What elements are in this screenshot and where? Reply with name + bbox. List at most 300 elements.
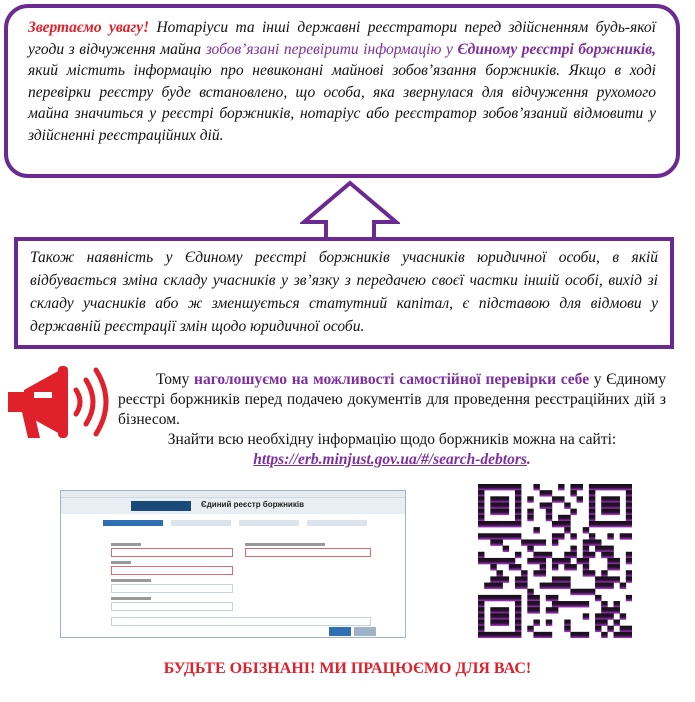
qr-module xyxy=(595,576,601,582)
qr-module xyxy=(515,552,521,558)
qr-module xyxy=(595,521,601,527)
qr-module xyxy=(552,558,558,564)
qr-module xyxy=(546,502,552,508)
qr-module xyxy=(607,613,613,619)
qr-module xyxy=(552,576,558,582)
qr-module xyxy=(515,502,521,508)
qr-module xyxy=(515,576,521,582)
qr-module xyxy=(620,626,626,632)
qr-module xyxy=(490,583,496,589)
qr-module xyxy=(478,490,484,496)
qr-module xyxy=(546,552,552,558)
qr-module xyxy=(515,490,521,496)
qr-module xyxy=(564,626,570,632)
qr-module xyxy=(577,589,583,595)
qr-module xyxy=(527,558,533,564)
qr-module xyxy=(490,595,496,601)
qr-module xyxy=(601,613,607,619)
notice-registry-name: Єдиному реєстрі боржників, xyxy=(457,40,657,58)
qr-module xyxy=(577,601,583,607)
qr-module xyxy=(626,533,632,539)
qr-module xyxy=(490,632,496,638)
qr-module xyxy=(552,521,558,527)
qr-module xyxy=(533,595,539,601)
qr-module xyxy=(614,484,620,490)
qr-module xyxy=(570,546,576,552)
qr-module xyxy=(546,509,552,515)
qr-module xyxy=(614,509,620,515)
qr-module xyxy=(546,490,552,496)
qr-module xyxy=(490,558,496,564)
qr-module xyxy=(490,533,496,539)
form-label xyxy=(111,597,151,600)
qr-module xyxy=(503,576,509,582)
qr-module xyxy=(533,558,539,564)
qr-module xyxy=(570,601,576,607)
qr-module xyxy=(509,564,515,570)
qr-module xyxy=(546,632,552,638)
qr-module xyxy=(601,484,607,490)
qr-module xyxy=(533,620,539,626)
qr-module xyxy=(496,620,502,626)
qr-module xyxy=(589,509,595,515)
qr-module xyxy=(552,595,558,601)
form-field xyxy=(111,548,233,557)
qr-module xyxy=(558,576,564,582)
qr-module xyxy=(484,558,490,564)
qr-module xyxy=(527,589,533,595)
qr-module xyxy=(546,607,552,613)
qr-module xyxy=(540,539,546,545)
qr-module xyxy=(533,632,539,638)
qr-module xyxy=(546,583,552,589)
qr-module xyxy=(490,576,496,582)
qr-module xyxy=(515,564,521,570)
qr-module xyxy=(595,546,601,552)
qr-module xyxy=(509,533,515,539)
form-field xyxy=(245,548,371,557)
qr-module xyxy=(515,626,521,632)
registry-site-screenshot xyxy=(60,490,406,638)
qr-module xyxy=(490,496,496,502)
qr-module xyxy=(607,607,613,613)
qr-module xyxy=(589,533,595,539)
qr-module xyxy=(496,583,502,589)
qr-module xyxy=(626,521,632,527)
qr-module xyxy=(570,490,576,496)
qr-module xyxy=(540,558,546,564)
qr-module xyxy=(503,509,509,515)
qr-module xyxy=(478,607,484,613)
qr-module xyxy=(607,558,613,564)
qr-module xyxy=(607,564,613,570)
qr-module xyxy=(626,484,632,490)
qr-module xyxy=(626,576,632,582)
qr-module xyxy=(496,570,502,576)
qr-module xyxy=(496,576,502,582)
qr-module xyxy=(503,546,509,552)
qr-module xyxy=(626,515,632,521)
qr-module xyxy=(601,576,607,582)
qr-module xyxy=(601,521,607,527)
qr-module xyxy=(527,595,533,601)
qr-module xyxy=(583,539,589,545)
qr-module xyxy=(558,533,564,539)
site-tabs xyxy=(103,520,405,526)
qr-module xyxy=(601,509,607,515)
info-text-a: Тому xyxy=(156,371,195,388)
qr-module xyxy=(558,515,564,521)
qr-module xyxy=(527,626,533,632)
qr-module xyxy=(564,558,570,564)
qr-module xyxy=(570,564,576,570)
qr-module xyxy=(558,558,564,564)
qr-module xyxy=(478,496,484,502)
qr-module xyxy=(558,583,564,589)
qr-module xyxy=(527,539,533,545)
qr-module xyxy=(490,502,496,508)
qr-module xyxy=(515,496,521,502)
qr-module xyxy=(521,539,527,545)
qr-module xyxy=(607,509,613,515)
qr-module xyxy=(564,521,570,527)
qr-module xyxy=(484,533,490,539)
qr-module xyxy=(558,484,564,490)
qr-module xyxy=(521,576,527,582)
site-tab xyxy=(307,520,367,526)
qr-module xyxy=(540,570,546,576)
qr-module xyxy=(595,484,601,490)
qr-module xyxy=(564,620,570,626)
qr-module xyxy=(503,620,509,626)
qr-module xyxy=(515,595,521,601)
qr-module xyxy=(614,496,620,502)
qr-module xyxy=(533,570,539,576)
qr-module xyxy=(496,533,502,539)
qr-module xyxy=(595,539,601,545)
qr-module xyxy=(509,484,515,490)
qr-module xyxy=(614,576,620,582)
qr-module xyxy=(589,552,595,558)
qr-code xyxy=(478,484,632,638)
qr-module xyxy=(614,558,620,564)
qr-module xyxy=(564,601,570,607)
qr-module xyxy=(533,607,539,613)
qr-module xyxy=(626,632,632,638)
qr-module xyxy=(533,601,539,607)
qr-module xyxy=(515,601,521,607)
qr-module xyxy=(626,509,632,515)
qr-module xyxy=(607,484,613,490)
qr-module xyxy=(626,626,632,632)
qr-module xyxy=(614,620,620,626)
qr-module xyxy=(614,502,620,508)
form-field xyxy=(111,566,233,575)
search-button xyxy=(329,627,351,636)
qr-module xyxy=(626,595,632,601)
qr-module xyxy=(540,632,546,638)
qr-module xyxy=(614,521,620,527)
legal-entity-text: Також наявність у Єдиному реєстрі боржників учасників юридичної особи, в якій відбувається зміна складу учасників у зв’язку з передачею своєї частки іншій особі, вихід зі складу учасників або ж зменшується статутний капітал, є підставою для відмови у державній реєстрації змін щодо юридичної особи. xyxy=(30,249,658,335)
form-field xyxy=(111,584,233,593)
qr-module xyxy=(478,595,484,601)
qr-module xyxy=(527,546,533,552)
qr-module xyxy=(540,502,546,508)
qr-module xyxy=(607,626,613,632)
qr-module xyxy=(515,583,521,589)
notice-text-1: Нотаріуси та інші державні реєстратори перед здійсненням будь-якої угоди з відчуження майна xyxy=(28,19,656,58)
qr-module xyxy=(515,484,521,490)
qr-module xyxy=(509,521,515,527)
qr-module xyxy=(478,601,484,607)
info-site-paragraph xyxy=(118,430,666,470)
qr-module xyxy=(601,546,607,552)
notice-text-2: зобов’язані перевірити інформацію у xyxy=(205,40,458,58)
qr-module xyxy=(478,509,484,515)
qr-module xyxy=(509,632,515,638)
qr-module xyxy=(583,546,589,552)
site-tab xyxy=(239,520,299,526)
qr-module xyxy=(478,502,484,508)
qr-module xyxy=(601,632,607,638)
qr-module xyxy=(589,490,595,496)
qr-module xyxy=(577,496,583,502)
ministry-logo xyxy=(131,501,191,511)
site-tab xyxy=(171,520,231,526)
link-period: . xyxy=(526,451,531,468)
qr-module xyxy=(540,583,546,589)
qr-module xyxy=(533,552,539,558)
qr-module xyxy=(496,539,502,545)
up-arrow-icon xyxy=(300,180,400,242)
debtors-site-link[interactable]: https://erb.minjust.gov.ua/#/search-debtors xyxy=(253,451,527,468)
info-text-c: у Єдиному реєстрі боржників перед подачею документів для проведення реєстраційних дій з бізнесом. xyxy=(118,371,666,428)
browser-bar xyxy=(61,491,405,498)
qr-module xyxy=(589,496,595,502)
qr-module xyxy=(546,620,552,626)
qr-module xyxy=(570,589,576,595)
qr-module xyxy=(564,502,570,508)
qr-module xyxy=(626,570,632,576)
qr-module xyxy=(527,601,533,607)
qr-module xyxy=(478,613,484,619)
qr-module xyxy=(484,583,490,589)
qr-module xyxy=(490,564,496,570)
qr-module xyxy=(496,496,502,502)
qr-module xyxy=(626,558,632,564)
qr-module xyxy=(570,484,576,490)
qr-module xyxy=(601,502,607,508)
qr-module xyxy=(490,539,496,545)
qr-module xyxy=(607,552,613,558)
qr-module xyxy=(540,564,546,570)
qr-module xyxy=(496,521,502,527)
qr-module xyxy=(614,564,620,570)
form-field xyxy=(111,617,371,626)
qr-module xyxy=(527,515,533,521)
qr-module xyxy=(583,527,589,533)
qr-module xyxy=(503,607,509,613)
qr-module xyxy=(496,484,502,490)
qr-module xyxy=(496,613,502,619)
qr-module xyxy=(496,632,502,638)
qr-module xyxy=(564,564,570,570)
qr-module xyxy=(515,509,521,515)
qr-module xyxy=(515,607,521,613)
qr-module xyxy=(478,552,484,558)
qr-module xyxy=(564,552,570,558)
qr-module xyxy=(496,595,502,601)
form-label xyxy=(111,543,141,546)
qr-module xyxy=(521,570,527,576)
qr-module xyxy=(564,583,570,589)
qr-module xyxy=(515,613,521,619)
qr-module xyxy=(552,496,558,502)
qr-module xyxy=(527,509,533,515)
qr-module xyxy=(583,632,589,638)
notice-box xyxy=(4,4,680,178)
qr-module xyxy=(552,607,558,613)
qr-module xyxy=(521,583,527,589)
qr-module xyxy=(607,502,613,508)
qr-module xyxy=(552,539,558,545)
qr-module xyxy=(503,613,509,619)
qr-module xyxy=(607,546,613,552)
qr-module xyxy=(626,552,632,558)
qr-module xyxy=(614,601,620,607)
qr-module xyxy=(484,484,490,490)
qr-module xyxy=(583,558,589,564)
qr-module xyxy=(478,620,484,626)
qr-module xyxy=(478,558,484,564)
qr-module xyxy=(583,552,589,558)
qr-module xyxy=(509,558,515,564)
qr-module xyxy=(614,632,620,638)
qr-module xyxy=(595,595,601,601)
info-block xyxy=(118,370,666,470)
notice-lead: Звертаємо увагу! xyxy=(28,19,150,36)
qr-module xyxy=(564,515,570,521)
qr-module xyxy=(601,496,607,502)
qr-module xyxy=(589,570,595,576)
qr-module xyxy=(570,509,576,515)
footer-slogan: БУДЬТЕ ОБІЗНАНІ! МИ ПРАЦЮЄМО ДЛЯ ВАС! xyxy=(163,660,532,677)
qr-module xyxy=(552,583,558,589)
qr-module xyxy=(589,539,595,545)
qr-module xyxy=(601,552,607,558)
qr-module xyxy=(564,576,570,582)
qr-module xyxy=(558,601,564,607)
qr-module xyxy=(589,502,595,508)
qr-module xyxy=(503,558,509,564)
qr-module xyxy=(626,496,632,502)
qr-module xyxy=(589,589,595,595)
qr-module xyxy=(601,607,607,613)
qr-module xyxy=(626,502,632,508)
qr-module xyxy=(490,509,496,515)
qr-module xyxy=(503,595,509,601)
qr-module xyxy=(552,601,558,607)
qr-module xyxy=(583,589,589,595)
qr-module xyxy=(570,533,576,539)
qr-module xyxy=(484,595,490,601)
qr-module xyxy=(620,632,626,638)
qr-module xyxy=(601,620,607,626)
qr-module xyxy=(620,613,626,619)
info-highlight: наголошуємо на можливості самостійної перевірки себе xyxy=(194,371,590,388)
qr-module xyxy=(583,601,589,607)
qr-module xyxy=(478,626,484,632)
qr-module xyxy=(583,570,589,576)
qr-module xyxy=(607,521,613,527)
qr-module xyxy=(620,583,626,589)
qr-module xyxy=(540,490,546,496)
qr-module xyxy=(509,595,515,601)
form-label xyxy=(111,579,151,582)
qr-module xyxy=(533,527,539,533)
qr-module xyxy=(601,570,607,576)
qr-module xyxy=(564,527,570,533)
qr-module xyxy=(601,601,607,607)
qr-module xyxy=(577,484,583,490)
info-site-text: Знайти всю необхідну інформацію щодо боржників можна на сайті: xyxy=(167,431,617,448)
qr-module xyxy=(607,496,613,502)
qr-module xyxy=(515,632,521,638)
qr-module xyxy=(478,484,484,490)
qr-module xyxy=(607,576,613,582)
qr-module xyxy=(503,632,509,638)
qr-module xyxy=(533,539,539,545)
qr-module xyxy=(546,515,552,521)
qr-module xyxy=(484,521,490,527)
qr-module xyxy=(540,552,546,558)
qr-module xyxy=(533,484,539,490)
qr-module xyxy=(496,607,502,613)
qr-module xyxy=(583,564,589,570)
qr-module xyxy=(595,620,601,626)
qr-module xyxy=(620,521,626,527)
qr-module xyxy=(620,484,626,490)
qr-module xyxy=(515,515,521,521)
qr-module xyxy=(503,484,509,490)
qr-module xyxy=(484,632,490,638)
clear-button xyxy=(354,627,376,636)
form-field xyxy=(111,602,233,611)
qr-module xyxy=(558,521,564,527)
qr-module xyxy=(490,607,496,613)
qr-module xyxy=(478,533,484,539)
qr-module xyxy=(503,502,509,508)
notice-text-4: який містить інформацію про невиконані майнові зобов’язання боржників. Якщо в ході перевірки реєстру буде встановлено, що особа, яка звернулася для відчуження рухомого майна значиться у реєстрі боржників, нотаріус або реєстратор зобов’язаний відмовити у здійсненні реєстраційних дій. xyxy=(28,62,656,144)
qr-module xyxy=(626,490,632,496)
site-header xyxy=(61,498,405,514)
qr-module xyxy=(503,521,509,527)
qr-module xyxy=(527,496,533,502)
qr-module xyxy=(515,521,521,527)
qr-module xyxy=(490,613,496,619)
qr-module xyxy=(583,613,589,619)
qr-module xyxy=(589,515,595,521)
qr-module xyxy=(570,552,576,558)
qr-module xyxy=(601,583,607,589)
qr-module xyxy=(577,632,583,638)
qr-module xyxy=(607,533,613,539)
qr-module xyxy=(490,620,496,626)
qr-module xyxy=(478,632,484,638)
qr-module xyxy=(607,583,613,589)
qr-module xyxy=(496,502,502,508)
form-label xyxy=(111,561,131,564)
